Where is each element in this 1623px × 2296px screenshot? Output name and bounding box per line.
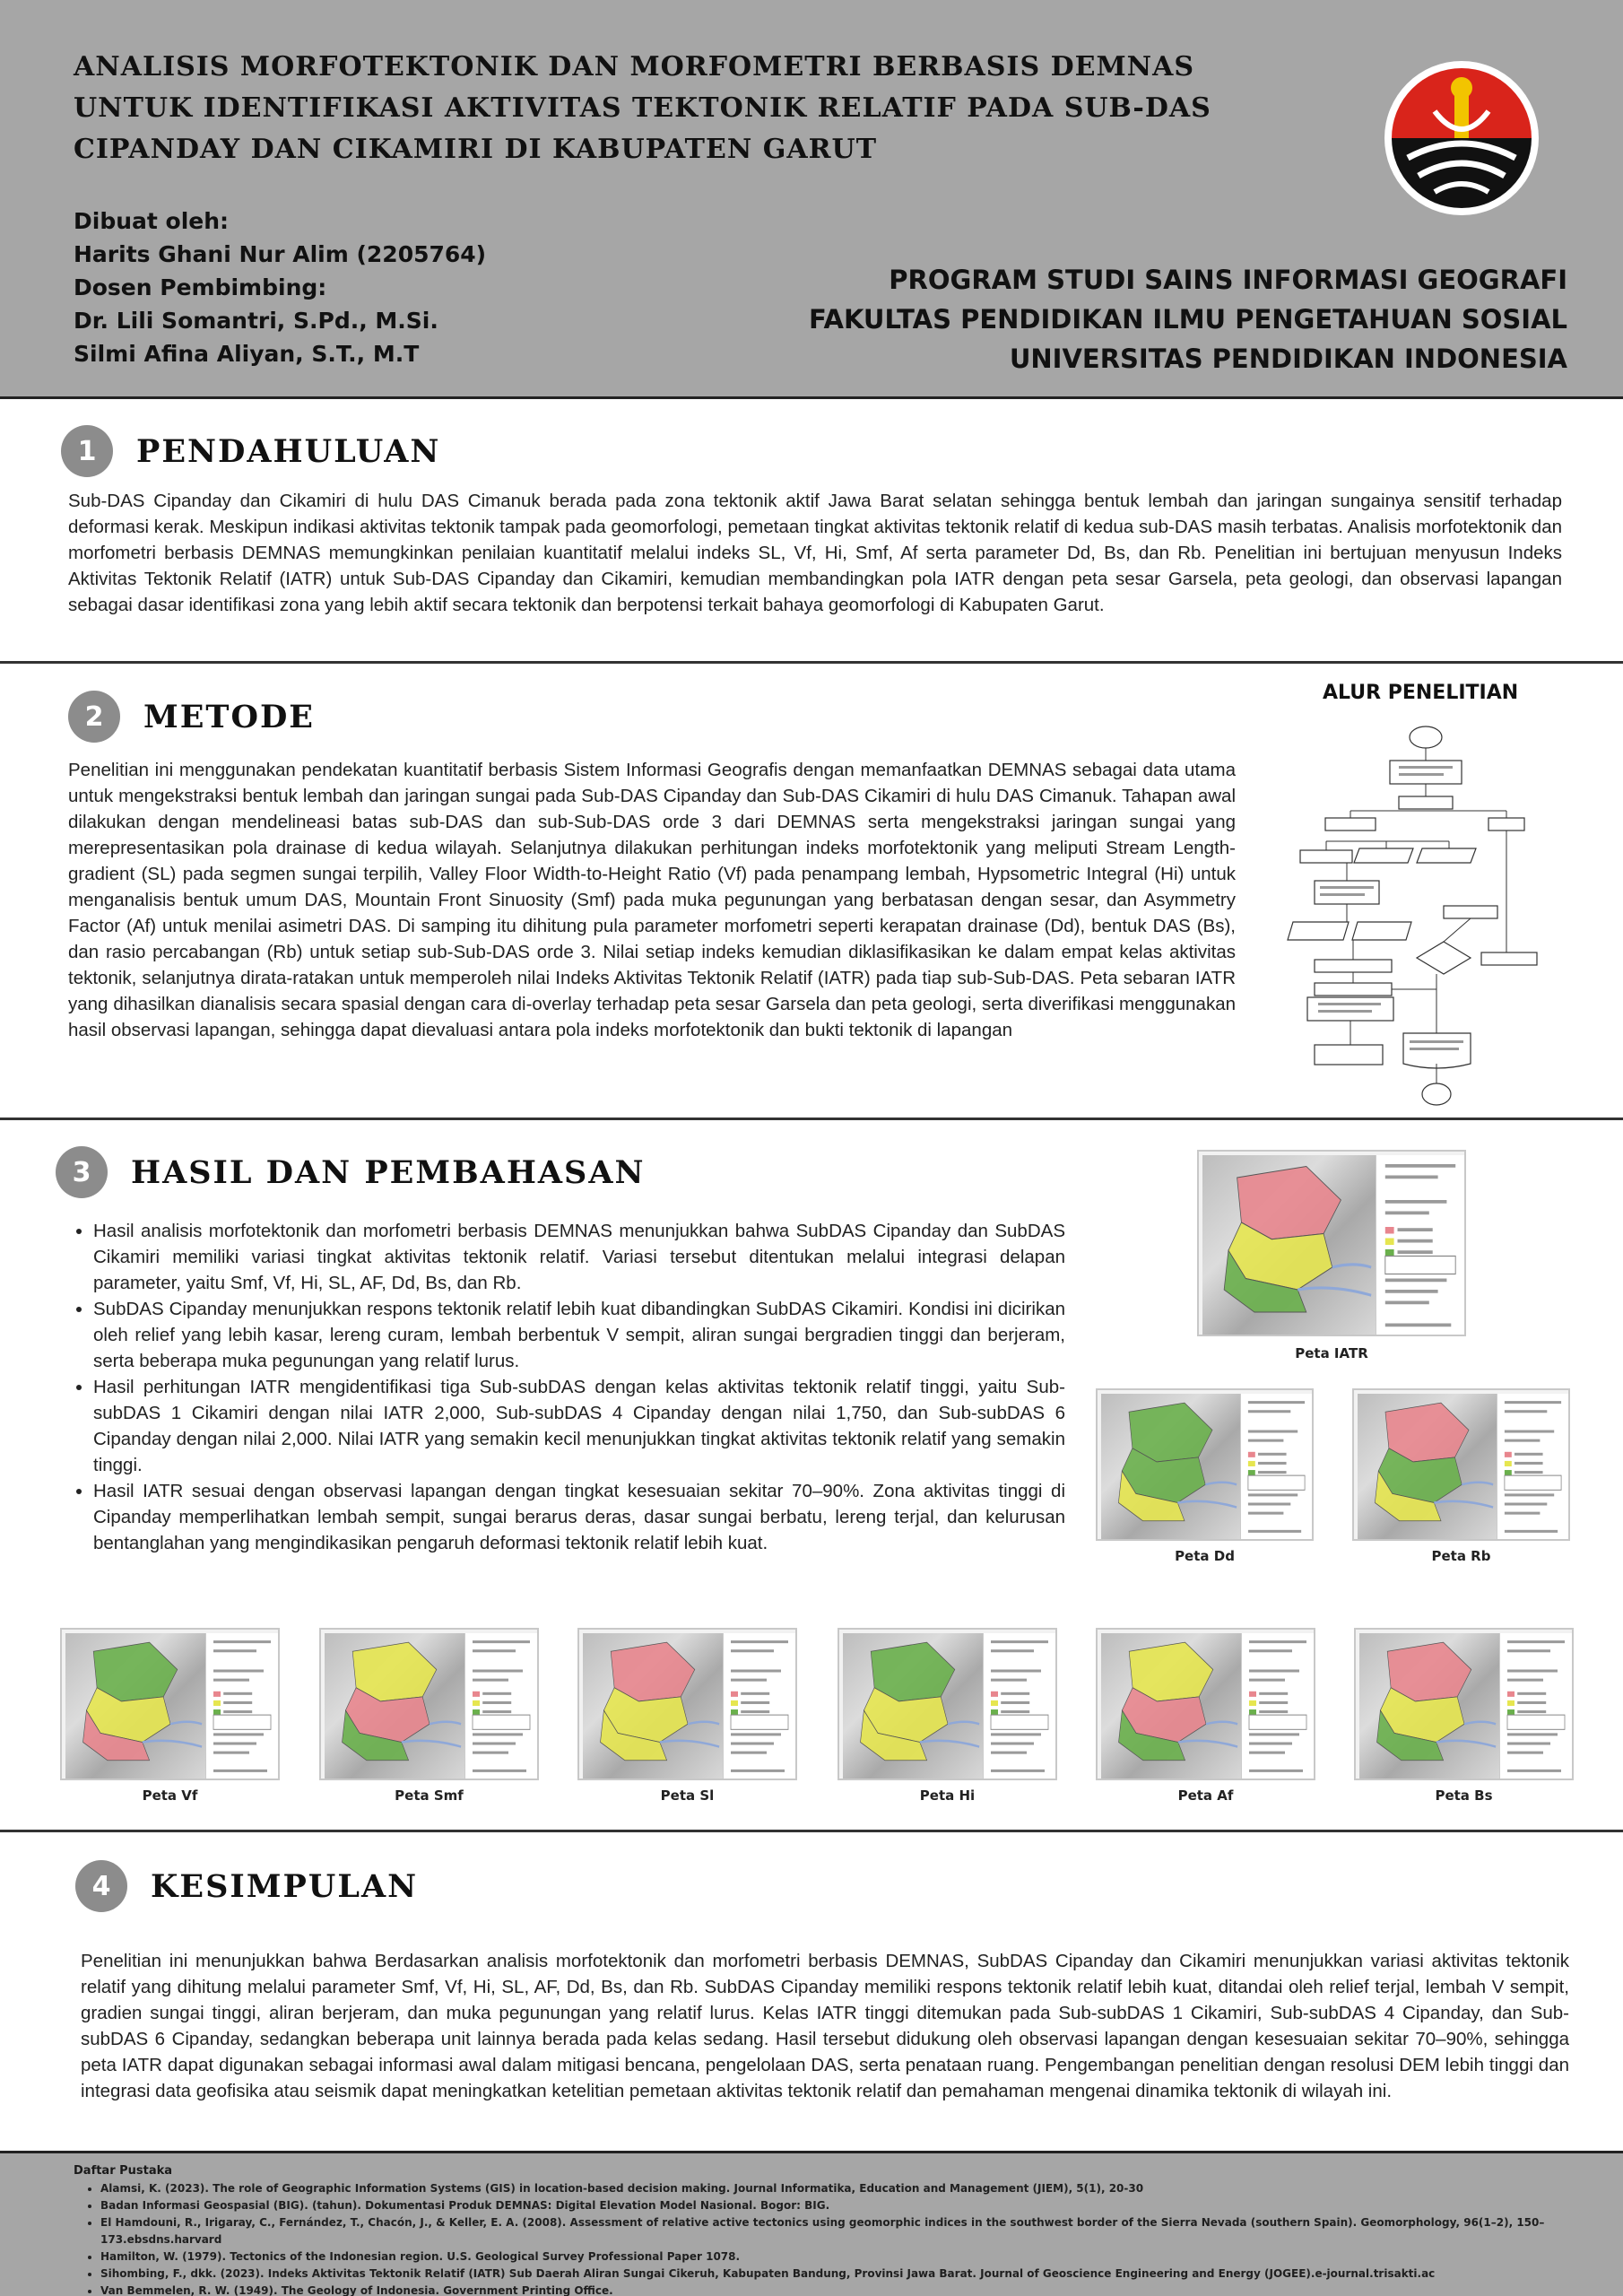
legend-text-line: [1249, 1743, 1292, 1745]
legend-swatch: [473, 1692, 480, 1697]
legend-text-line: [223, 1701, 252, 1704]
map-frame: [1096, 1388, 1314, 1541]
inset-map: [213, 1715, 271, 1729]
map-legend: [723, 1633, 795, 1779]
inset-map: [1507, 1715, 1565, 1729]
inset-map: [1385, 1257, 1455, 1274]
legend-text-line: [991, 1770, 1045, 1772]
legend-text-line: [991, 1649, 1034, 1652]
map-dd: [1096, 1388, 1314, 1568]
legend-text-line: [1249, 1670, 1299, 1673]
university-logo: [1381, 57, 1542, 219]
legend-text-line: [991, 1752, 1027, 1754]
legend-graphic: [206, 1633, 278, 1779]
inset-map: [1248, 1475, 1305, 1490]
reference-item: • Badan Informasi Geospasial (BIG). (tahun). Dokumentasi Produk DEMNAS: Digital Elevation Model Nasional. Bogor: BIG.: [100, 2197, 1593, 2214]
legend-text-line: [1505, 1401, 1561, 1404]
legend-text-line: [741, 1701, 769, 1704]
map-smf: [319, 1628, 539, 1807]
legend-swatch: [473, 1700, 480, 1706]
legend-text-line: [1517, 1701, 1546, 1704]
legend-text-line: [1385, 1279, 1447, 1283]
metode-text: Penelitian ini menggunakan pendekatan kuantitatif berbasis Sistem Informasi Geografis dengan memanfaatkan DEMNAS sebagai data utama untuk mengekstraksi bentuk lembah dan jaringan sungai pada Sub-DAS Cipanday dan Sub-DAS Cikamiri di hulu DAS Cimanuk. Tahapan awal dilakukan dengan mendelineasi batas sub-DAS dan sub-Sub-DAS orde 3 dari DEMNAS serta mengekstraksi jaringan sungai yang merepresentasikan pola drainase di kedua wilayah. Selanjutnya dilakukan perhitungan indeks morfotektonik yang meliputi Stream Length-gradient (SL) pada segmen sungai terpilih, Valley Floor Width-to-Height Ratio (Vf) pada penampang lembah, Hypsometric Integral (Hi) untuk menganalisis bentuk umum DAS, Mountain Front Sinuosity (Smf) pada muka pegunungan yang berbatasan dengan sesar, dan Asymmetry Factor (Af) untuk menilai asimetri DAS. Di samping itu dihitung pula parameter morfometri seperti kerapatan drainase (Dd), bentuk DAS (Bs), dan rasio percabangan (Rb) untuk setiap sub-Sub-DAS orde 3. Nilai setiap indeks kemudian diklasifikasikan ke dalam empat kelas aktivitas tektonik, selanjutnya dirata-ratakan untuk memperoleh nilai Indeks Aktivitas Tektonik Relatif (IATR) pada tiap sub-Sub-DAS. Peta sebaran IATR yang dihasilkan dianalisis secara spasial dengan cara di-overlay terhadap peta sesar Garsela dan peta geologi, serta diverifikasi menggunakan hasil observasi lapangan, sehingga dapat dievaluasi antara pola indeks morfotektonik dan bukti tektonik di lapangan: [68, 760, 1236, 1040]
legend-swatch: [1248, 1461, 1255, 1466]
map-relief: [1101, 1633, 1241, 1779]
map-legend: [1499, 1633, 1572, 1779]
reference-item: • Sihombing, F., dkk. (2023). Indeks Aktivitas Tektonik Relatif (IATR) Sub Daerah Aliran Sungai Cikeruh, Kabupaten Bandung, Provinsi Jawa Barat. Journal of Geoscience Engineering and Energy (JOGEE).e-journal.trisakti.ac: [100, 2266, 1593, 2283]
map-relief: [583, 1633, 723, 1779]
legend-text-line: [741, 1692, 769, 1695]
legend-text-line: [1259, 1701, 1288, 1704]
legend-swatch: [213, 1700, 221, 1706]
legend-text-line: [1258, 1471, 1287, 1474]
legend-text-line: [1515, 1471, 1543, 1474]
legend-text-line: [1249, 1733, 1299, 1735]
map-bs: [1354, 1628, 1574, 1807]
legend-text-line: [991, 1670, 1041, 1673]
section-title: KESIMPULAN: [151, 1867, 419, 1905]
legend-text-line: [731, 1733, 781, 1735]
legend-graphic: [724, 1633, 795, 1779]
legend-text-line: [213, 1649, 256, 1652]
legend-text-line: [1249, 1640, 1306, 1643]
inset-map: [473, 1715, 530, 1729]
legend-text-line: [1507, 1770, 1561, 1772]
legend-text-line: [1505, 1410, 1547, 1413]
legend-text-line: [1505, 1431, 1554, 1433]
legend-text-line: [1001, 1692, 1029, 1695]
legend-text-line: [1248, 1410, 1290, 1413]
map-caption: Peta Vf: [142, 1787, 198, 1804]
references-footer: [0, 2151, 1623, 2296]
legend-swatch: [1249, 1692, 1256, 1697]
references-list: [86, 2180, 1593, 2296]
map-relief: [1358, 1394, 1497, 1539]
legend-text-line: [1249, 1770, 1303, 1772]
legend-text-line: [991, 1640, 1048, 1643]
map-legend: [205, 1633, 278, 1779]
section-header-metode: [68, 691, 315, 743]
legend-swatch: [1505, 1461, 1512, 1466]
section-number: 3: [56, 1146, 108, 1198]
map-rb: [1352, 1388, 1570, 1568]
map-caption: Peta Sl: [660, 1787, 715, 1804]
legend-text-line: [1248, 1503, 1290, 1506]
poster-header: [0, 0, 1623, 399]
legend-text-line: [1507, 1679, 1543, 1682]
watershed-shape: [1101, 1633, 1241, 1779]
map-relief: [65, 1633, 205, 1779]
section-number: 1: [61, 425, 113, 477]
legend-swatch: [1505, 1470, 1512, 1475]
legend-graphic: [984, 1633, 1055, 1779]
legend-text-line: [213, 1670, 264, 1673]
title-line: CIPANDAY DAN CIKAMIRI DI KABUPATEN GARUT: [74, 134, 878, 165]
map-legend: [1241, 1633, 1314, 1779]
reference-item: • Alamsi, K. (2023). The role of Geographic Information Systems (GIS) in location-based decision making. Journal Informatika, Education and Management (JIEM), 5(1), 20-30: [100, 2180, 1593, 2197]
legend-text-line: [1248, 1431, 1298, 1433]
legend-text-line: [1248, 1512, 1284, 1515]
legend-text-line: [1385, 1212, 1429, 1215]
legend-graphic: [1376, 1155, 1464, 1335]
map-caption: Peta Hi: [919, 1787, 976, 1804]
map-caption: Peta IATR: [1295, 1345, 1368, 1361]
legend-text-line: [1248, 1493, 1298, 1496]
legend-text-line: [213, 1733, 264, 1735]
map-caption: Peta Af: [1177, 1787, 1234, 1804]
legend-text-line: [1249, 1752, 1285, 1754]
kesimpulan-text: Penelitian ini menunjukkan bahwa Berdasarkan analisis morfotektonik dan morfometri berbasis DEMNAS, SubDAS Cipanday dan Cikamiri menunjukkan variasi aktivitas tektonik relatif yang dihitung melalui parameter Smf, Vf, Hi, SL, AF, Dd, Bs, dan Rb. SubDAS Cipanday memiliki respons tektonik relatif lebih kuat, ditandai oleh relief terjal, lembah V sempit, gradien sungai tinggi, aliran berjeram, dan muka pegunungan yang relatif lurus. Kelas IATR tinggi ditemukan pada Sub-subDAS 1 Cikamiri, Sub-subDAS 4 Cipanday, dan Sub-subDAS 6 Cipanday, sedangkan beberapa unit lainnya berada pada kelas sedang. Hasil tersebut didukung oleh observasi lapangan dengan kesesuaian sekitar 70–90%, sehingga peta IATR dapat digunakan sebagai informasi awal dalam mitigasi bencana, pengelolaan DAS, serta penataan ruang. Pengembangan penelitian dengan resolusi DEM lebih tinggi dan integrasi data geofisika atau seismik dapat meningkatkan ketelitian pemetaan aktivitas tektonik relatif dan pemahaman mengenai dinamika tektonik di wilayah ini.: [81, 1951, 1569, 2101]
legend-text-line: [1505, 1493, 1554, 1496]
map-legend: [983, 1633, 1055, 1779]
legend-text-line: [1248, 1530, 1301, 1533]
section-number: 2: [68, 691, 120, 743]
legend-text-line: [473, 1733, 523, 1735]
legend-text-line: [473, 1679, 508, 1682]
legend-text-line: [213, 1679, 249, 1682]
legend-text-line: [1385, 1176, 1438, 1179]
legend-text-line: [1248, 1401, 1305, 1404]
map-relief: [1101, 1394, 1240, 1539]
map-caption: Peta Rb: [1431, 1548, 1491, 1564]
watershed-shape: [583, 1633, 723, 1779]
map-legend: [1497, 1394, 1568, 1539]
legend-text-line: [1505, 1512, 1541, 1515]
map-relief: [843, 1633, 983, 1779]
legend-graphic: [1241, 1394, 1312, 1539]
map-legend: [464, 1633, 537, 1779]
watershed-shape: [1202, 1155, 1376, 1335]
legend-text-line: [1258, 1462, 1287, 1465]
legend-text-line: [1248, 1439, 1284, 1442]
list-item: • SubDAS Cipanday menunjukkan respons tektonik relatif lebih kuat dibandingkan SubDAS Cikamiri. Kondisi ini dicirikan oleh relief yang lebih kasar, lereng curam, lembah berbentuk V sempit, aliran sungai bergradien tinggi dan berjeram, serta beberapa muka pegunungan yang relatif lurus.: [93, 1296, 1065, 1374]
inset-map: [1505, 1475, 1561, 1490]
legend-text-line: [1505, 1530, 1558, 1533]
map-frame: [60, 1628, 280, 1780]
legend-graphic: [1497, 1394, 1568, 1539]
legend-text-line: [473, 1670, 523, 1673]
map-caption: Peta Bs: [1435, 1787, 1493, 1804]
reference-item: • Hamilton, W. (1979). Tectonics of the Indonesian region. U.S. Geological Survey Professional Paper 1078.: [100, 2248, 1593, 2266]
legend-text-line: [991, 1679, 1027, 1682]
map-frame: [838, 1628, 1057, 1780]
legend-text-line: [731, 1640, 788, 1643]
legend-swatch: [991, 1692, 998, 1697]
legend-text-line: [482, 1710, 511, 1713]
title-line: UNTUK IDENTIFIKASI AKTIVITAS TEKTONIK RELATIF PADA SUB-DAS: [74, 92, 1211, 124]
list-item: • Hasil IATR sesuai dengan observasi lapangan dengan tingkat kesesuaian sekitar 70–90%. Zona aktivitas tinggi di Cipanday memperlihatkan lembah sempit, sungai berarus deras, dasar sungai berbatu, lereng terjal, dan kelurusan bentanglahan yang mengindikasikan pengaruh deformasi tektonik relatif lebih kuat.: [93, 1478, 1065, 1556]
legend-text-line: [1507, 1733, 1558, 1735]
map-frame: [577, 1628, 797, 1780]
author-block: [74, 204, 486, 370]
author-line: Dibuat oleh:: [74, 208, 230, 234]
title-line: ANALISIS MORFOTEKTONIK DAN MORFOMETRI BERBASIS DEMNAS: [74, 51, 1195, 83]
watershed-shape: [1359, 1633, 1499, 1779]
legend-text-line: [1505, 1439, 1541, 1442]
legend-graphic: [1242, 1633, 1314, 1779]
legend-text-line: [741, 1710, 769, 1713]
map-frame: [1354, 1628, 1574, 1780]
flowchart-title: ALUR PENELITIAN: [1323, 682, 1519, 704]
legend-swatch: [731, 1700, 738, 1706]
author-line: Harits Ghani Nur Alim (2205764): [74, 241, 487, 267]
legend-text-line: [473, 1743, 516, 1745]
legend-text-line: [223, 1692, 252, 1695]
legend-graphic: [465, 1633, 537, 1779]
map-relief: [1202, 1155, 1376, 1335]
list-item: • Hasil analisis morfotektonik dan morfometri berbasis DEMNAS menunjukkan bahwa SubDAS Cipanday dan SubDAS Cikamiri memiliki variasi tingkat aktivitas tektonik relatif. Variasi tersebut ditentukan melalui integrasi delapan parameter, yaitu Smf, Vf, Hi, SL, AF, Dd, Bs, dan Rb.: [93, 1218, 1065, 1296]
legend-text-line: [1507, 1640, 1565, 1643]
legend-graphic: [1500, 1633, 1572, 1779]
section-header-pendahuluan: [61, 425, 440, 477]
map-legend: [1240, 1394, 1312, 1539]
legend-text-line: [213, 1743, 256, 1745]
section-divider: [0, 1830, 1623, 1832]
legend-text-line: [473, 1752, 508, 1754]
reference-item: • El Hamdouni, R., Irigaray, C., Fernández, T., Chacón, J., & Keller, E. A. (2008). Assessment of relative active tectonics using geomorphic indices in the southwest border of the Sierra Nevada (southern Spain). Geomorphology, 96(1–2), 150–173.ebsdns.harvard: [100, 2214, 1593, 2248]
legend-text-line: [991, 1743, 1034, 1745]
institution-block: [809, 260, 1567, 378]
map-af: [1096, 1628, 1315, 1807]
legend-swatch: [1385, 1227, 1394, 1234]
legend-swatch: [1507, 1692, 1515, 1697]
legend-text-line: [1398, 1250, 1433, 1254]
map-iatr: [1197, 1150, 1466, 1365]
legend-text-line: [1517, 1710, 1546, 1713]
legend-swatch: [1507, 1709, 1515, 1715]
legend-swatch: [991, 1700, 998, 1706]
legend-swatch: [1505, 1452, 1512, 1457]
map-sl: [577, 1628, 797, 1807]
legend-text-line: [213, 1640, 271, 1643]
watershed-shape: [1101, 1394, 1240, 1539]
references-title: Daftar Pustaka: [74, 2164, 173, 2178]
legend-text-line: [482, 1701, 511, 1704]
legend-text-line: [1507, 1752, 1543, 1754]
legend-swatch: [1249, 1709, 1256, 1715]
legend-swatch: [731, 1692, 738, 1697]
legend-text-line: [1385, 1301, 1429, 1305]
section-header-kesimpulan: [75, 1860, 418, 1912]
list-item: • Hasil perhitungan IATR mengidentifikasi tiga Sub-subDAS dengan kelas aktivitas tektonik relatif tinggi, yaitu Sub-subDAS 1 Cikamiri dengan nilai IATR 2,000, Sub-subDAS 4 Cipanday dengan nilai 1,750, dan Sub-subDAS 6 Cipanday dengan nilai 2,000. Nilai IATR yang semakin kecil menunjukkan tingkat aktivitas tektonik relatif yang semakin tinggi.: [93, 1374, 1065, 1478]
legend-text-line: [731, 1670, 781, 1673]
legend-text-line: [1258, 1453, 1287, 1456]
legend-swatch: [1385, 1239, 1394, 1246]
section-divider: [0, 661, 1623, 664]
legend-text-line: [1507, 1670, 1558, 1673]
legend-swatch: [1248, 1452, 1255, 1457]
legend-swatch: [731, 1709, 738, 1715]
legend-text-line: [1001, 1701, 1029, 1704]
watershed-shape: [843, 1633, 983, 1779]
legend-text-line: [1515, 1462, 1543, 1465]
poster-title: [74, 47, 1329, 170]
section-divider: [0, 1118, 1623, 1120]
map-vf: [60, 1628, 280, 1807]
hasil-bullet-list: [70, 1218, 1065, 1556]
legend-text-line: [1385, 1324, 1452, 1327]
legend-text-line: [473, 1640, 530, 1643]
watershed-shape: [325, 1633, 464, 1779]
legend-text-line: [1385, 1164, 1455, 1168]
legend-text-line: [1259, 1710, 1288, 1713]
legend-text-line: [1385, 1290, 1438, 1293]
legend-text-line: [1515, 1453, 1543, 1456]
map-frame: [1352, 1388, 1570, 1541]
legend-swatch: [213, 1692, 221, 1697]
watershed-shape: [1358, 1394, 1497, 1539]
section-number: 4: [75, 1860, 127, 1912]
legend-text-line: [731, 1649, 774, 1652]
inset-map: [1249, 1715, 1306, 1729]
section-title: HASIL DAN PEMBAHASAN: [131, 1153, 646, 1191]
legend-text-line: [1398, 1239, 1433, 1243]
map-relief: [1359, 1633, 1499, 1779]
legend-text-line: [213, 1752, 249, 1754]
legend-swatch: [991, 1709, 998, 1715]
section-header-hasil: [56, 1146, 645, 1198]
legend-text-line: [1249, 1679, 1285, 1682]
reference-item: • Van Bemmelen, R. W. (1949). The Geology of Indonesia. Government Printing Office.: [100, 2283, 1593, 2296]
legend-text-line: [473, 1649, 516, 1652]
legend-swatch: [473, 1709, 480, 1715]
map-caption: Peta Dd: [1175, 1548, 1235, 1564]
section-title: METODE: [143, 698, 315, 735]
legend-text-line: [1249, 1649, 1292, 1652]
legend-text-line: [991, 1733, 1041, 1735]
legend-text-line: [731, 1679, 767, 1682]
legend-text-line: [482, 1692, 511, 1695]
legend-text-line: [731, 1770, 785, 1772]
map-frame: [1197, 1150, 1466, 1336]
map-frame: [319, 1628, 539, 1780]
legend-text-line: [731, 1752, 767, 1754]
map-legend: [1376, 1155, 1464, 1335]
legend-text-line: [1259, 1692, 1288, 1695]
pendahuluan-text: Sub-DAS Cipanday dan Cikamiri di hulu DAS Cimanuk berada pada zona tektonik aktif Jawa Barat selatan sehingga bentuk lembah dan jaringan sungainya sensitif terhadap deformasi kerak. Meskipun indikasi aktivitas tektonik tampak pada geomorfologi, pemetaan tingkat aktivitas tektonik relatif di kedua sub-DAS masih terbatas. Analisis morfotektonik dan morfometri berbasis DEMNAS memungkinkan penilaian kuantitatif melalui indeks SL, Vf, Hi, Smf, Af serta parameter Dd, Bs, dan Rb. Penelitian ini bertujuan menyusun Indeks Aktivitas Tektonik Relatif (IATR) untuk Sub-DAS Cipanday dan Cikamiri, kemudian membandingkan pola IATR dengan peta sesar Garsela, peta geologi, dan observasi lapangan sebagai dasar identifikasi zona yang lebih aktif secara tektonik dan berpotensi terkait bahaya geomorfologi di Kabupaten Garut.: [68, 491, 1562, 615]
legend-text-line: [223, 1710, 252, 1713]
watershed-shape: [65, 1633, 205, 1779]
author-line: Silmi Afina Aliyan, S.T., M.T: [74, 341, 420, 367]
institution-line: PROGRAM STUDI SAINS INFORMASI GEOGRAFI: [889, 265, 1567, 295]
legend-text-line: [1001, 1710, 1029, 1713]
legend-text-line: [1505, 1503, 1547, 1506]
legend-text-line: [213, 1770, 267, 1772]
author-line: Dr. Lili Somantri, S.Pd., M.Si.: [74, 308, 438, 334]
inset-map: [731, 1715, 788, 1729]
legend-swatch: [213, 1709, 221, 1715]
legend-swatch: [1385, 1249, 1394, 1257]
legend-text-line: [473, 1770, 526, 1772]
map-caption: Peta Smf: [395, 1787, 464, 1804]
legend-text-line: [1398, 1228, 1433, 1231]
map-relief: [325, 1633, 464, 1779]
legend-swatch: [1507, 1700, 1515, 1706]
legend-text-line: [1517, 1692, 1546, 1695]
legend-swatch: [1249, 1700, 1256, 1706]
institution-line: UNIVERSITAS PENDIDIKAN INDONESIA: [1009, 344, 1567, 374]
legend-text-line: [1385, 1200, 1447, 1204]
inset-map: [991, 1715, 1048, 1729]
legend-text-line: [1507, 1743, 1550, 1745]
legend-text-line: [731, 1743, 774, 1745]
legend-swatch: [1248, 1470, 1255, 1475]
map-hi: [838, 1628, 1057, 1807]
author-line: Dosen Pembimbing:: [74, 274, 327, 300]
research-flowchart: [1282, 718, 1542, 1112]
institution-line: FAKULTAS PENDIDIKAN ILMU PENGETAHUAN SOSIAL: [809, 304, 1567, 335]
map-frame: [1096, 1628, 1315, 1780]
section-title: PENDAHULUAN: [136, 432, 441, 470]
legend-text-line: [1507, 1649, 1550, 1652]
